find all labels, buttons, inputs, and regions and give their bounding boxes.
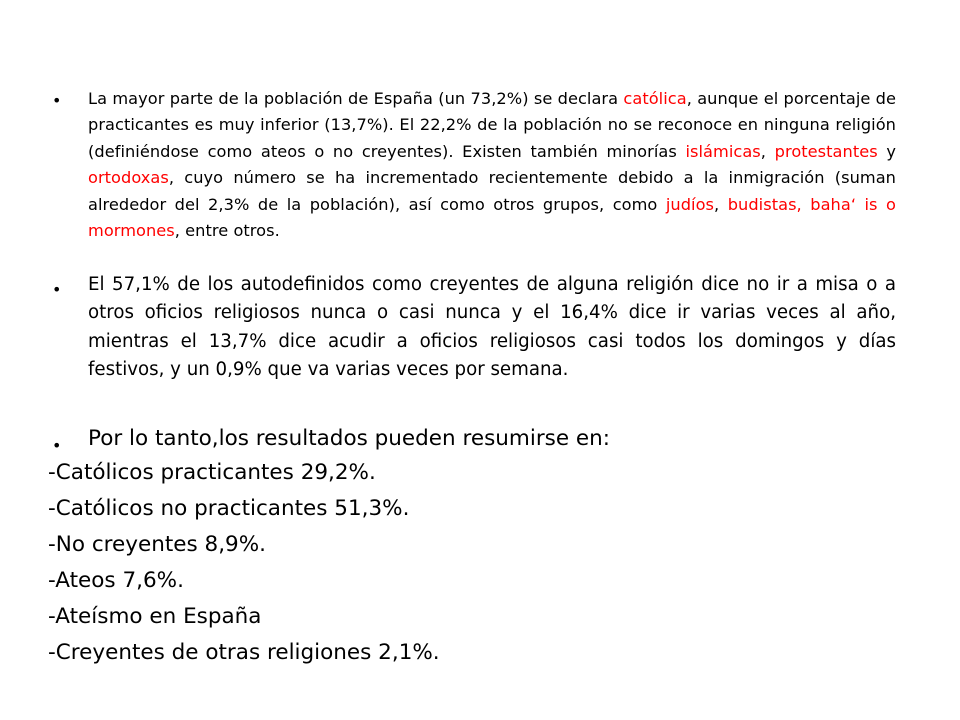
text-segment: , (714, 194, 728, 214)
summary-line: -Católicos no practicantes 51,3%. (48, 496, 410, 521)
link-protestantes[interactable]: protestantes (774, 141, 878, 161)
summary-line: -Ateos 7,6%. (48, 568, 184, 593)
link-catolica[interactable]: católica (623, 89, 687, 108)
link-ortodoxas[interactable]: ortodoxas (88, 168, 169, 188)
bullet-icon: • (52, 280, 62, 299)
text-segment: , entre otros. (174, 221, 280, 241)
summary-line: -No creyentes 8,9%. (48, 532, 266, 557)
bullet-icon: • (52, 91, 62, 110)
link-islamicas[interactable]: islámicas (685, 141, 761, 161)
link-budistas-bahais-mormones[interactable]: budistas, baha‘ is o mormones (88, 194, 896, 241)
bullet-paragraph-2 (52, 271, 896, 385)
bullet-paragraph-1 (52, 86, 897, 244)
text-segment: y (877, 141, 897, 161)
paragraph-text: El 57,1% de los autodefinidos como creyentes de alguna religión dice no ir a misa o a otros oficios religiosos nunca o casi nunca y el 16,4% dice ir varias veces al año, mientras el 13,7% dice acudir a oficios religiosos casi todos los domingos y días festivos, y un 0,9% que va varias veces por semana. (88, 274, 896, 381)
summary-line: -Ateísmo en España (48, 604, 262, 629)
text-segment: , cuyo número se ha incrementado recientemente debido a la inmigración (suman alrededor del 2,3% de la población), así como otros grupos, como (88, 168, 896, 214)
summary-intro-text: Por lo tanto,los resultados pueden resumirse en: (88, 426, 611, 451)
bullet-icon: • (52, 436, 62, 455)
summary-line: -Católicos practicantes 29,2%. (48, 460, 376, 485)
text-segment: La mayor parte de la población de España (un 73,2%) se declara (88, 89, 624, 108)
text-segment: , (760, 141, 775, 161)
link-judios[interactable]: judíos (665, 194, 715, 214)
bullet-summary-intro (52, 424, 896, 455)
summary-line: -Creyentes de otras religiones 2,1%. (48, 640, 440, 665)
text-segment: , aunque el porcentaje de practicantes es muy inferior (13,7%). El 22,2% de la población no se reconoce en ninguna religión (definiéndose como ateos o no creyentes). Existen también minorías (88, 89, 897, 161)
